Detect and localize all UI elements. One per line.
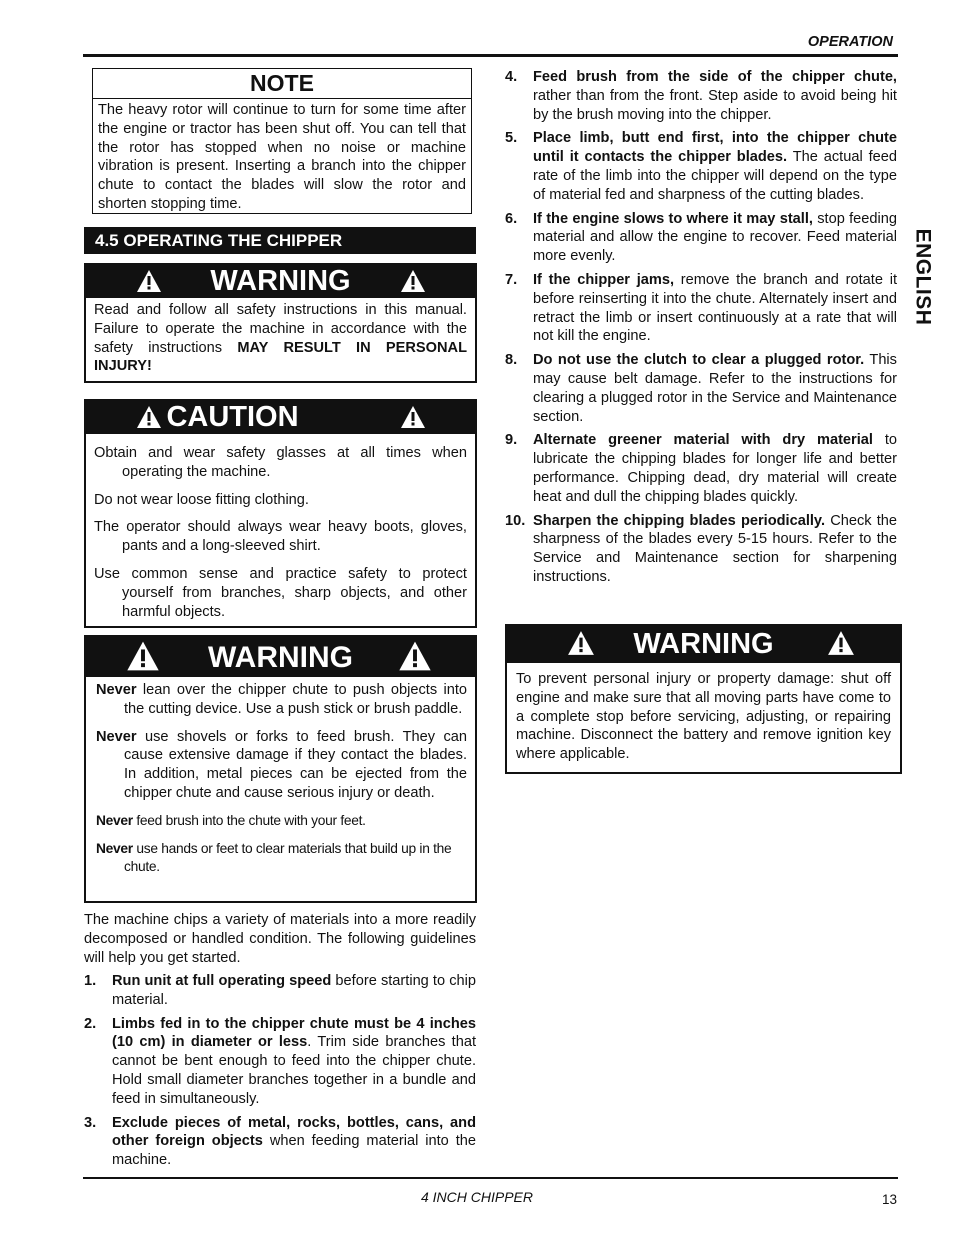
footer-rule (83, 1177, 898, 1179)
section-title: 4.5 OPERATING THE CHIPPER (84, 227, 476, 254)
list-item (505, 68, 897, 124)
warning-text-bold: MAY RESULT IN PERSONAL INJURY! (94, 339, 467, 375)
list-item-text: when feeding material into the machine. (112, 1133, 477, 1169)
list-item (505, 431, 897, 506)
warning-triangle-icon (398, 640, 432, 672)
list-number: 8. (505, 352, 518, 369)
warning-triangle-icon (400, 269, 426, 293)
page-number: 13 (881, 1192, 897, 1207)
list-item-bold: Do not use the clutch to clear a plugged rotor. (533, 352, 865, 369)
warning-box-3 (505, 624, 902, 774)
list-item-bold: Limbs fed in to the chipper chute must be 4 inches (10 cm) in diameter or less (112, 1015, 476, 1051)
list-item (505, 512, 897, 587)
list-item-bold: Sharpen the chipping blades periodically. (533, 512, 826, 529)
note-heading: NOTE (93, 69, 471, 99)
language-tab (897, 222, 947, 332)
list-number: 7. (505, 271, 518, 288)
warning-item-lead: Never (96, 812, 133, 828)
list-item-text: remove the branch and rotate it before reinserting it into the chute. Alternately insert and retract the limb or insert continuously at a rate that will not kill the engine. (533, 271, 897, 345)
warning-item (96, 812, 467, 831)
warning-header (86, 265, 475, 298)
caution-item: Use common sense and practice safety to protect yourself from branches, sharp objects, and other harmful objects. (94, 565, 467, 620)
warning-label: WARNING (633, 628, 774, 660)
warning-text: To prevent personal injury or property damage: shut off engine and make sure that all moving parts have come to a complete stop before servicing, adjusting, or repairing machine. Disconnect the battery and remove ignition key where applicable. (516, 671, 891, 763)
warning-label: WARNING (210, 265, 351, 297)
note-box (92, 68, 472, 214)
list-number: 10. (505, 512, 526, 529)
caution-item: Obtain and wear safety glasses at all times when operating the machine. (94, 445, 467, 480)
list-item-bold: If the chipper jams, (533, 271, 675, 288)
list-item-bold: Feed brush from the side of the chipper chute, (533, 69, 897, 85)
caution-label: CAUTION (166, 401, 299, 433)
warning-label: WARNING (208, 641, 353, 674)
caution-item: Do not wear loose fitting clothing. (94, 491, 309, 508)
list-item-bold: Alternate greener material with dry material (533, 432, 873, 449)
warning-text (86, 298, 475, 376)
list-number: 1. (84, 973, 97, 989)
list-item-bold: Exclude pieces of metal, rocks, bottles, cans, and other foreign objects (112, 1114, 476, 1150)
list-number: 2. (84, 1015, 97, 1032)
footer-title: 4 INCH CHIPPER (420, 1189, 534, 1205)
warning-body (86, 677, 475, 877)
list-item (505, 351, 897, 426)
list-item-text: This may cause belt damage. Refer to the instructions for clearing a plugged rotor in the Service and Maintenance section. (533, 352, 897, 425)
caution-body (86, 434, 475, 621)
warning-item-text: feed brush into the chute with your feet. (132, 812, 366, 828)
warning-item (96, 728, 467, 803)
warning-item-lead: Never (96, 840, 133, 856)
list-item-bold: Place limb, butt end first, into the chipper chute until it contacts the chipper blades. (533, 130, 897, 166)
list-item (84, 972, 476, 1010)
warning-item-text: use hands or feet to clear materials that build up in the chute. (124, 840, 452, 875)
guideline-list-continued (505, 68, 897, 592)
warning-header (507, 626, 900, 663)
warning-box-1 (84, 263, 477, 383)
caution-item: The operator should always wear heavy boots, gloves, pants and a long-sleeved shirt. (94, 519, 467, 555)
warning-header (86, 637, 475, 677)
warning-item-lead: Never (96, 728, 137, 745)
list-number: 6. (505, 210, 518, 227)
list-item (84, 1114, 476, 1170)
list-item-text: before starting to chip material. (112, 973, 477, 1008)
list-item-text: . Trim side branches that cannot be bent enough to feed into the chipper chute. Hold small diameter branches together in a bundle and feed in simultaneously. (112, 1034, 476, 1107)
intro-paragraph: The machine chips a variety of materials into a more readily decomposed or handled condition. The following guidelines will help you get started. (84, 912, 476, 966)
warning-item-text: use shovels or forks to feed brush. They can cause extensive damage if they contact the blades. In addition, metal pieces can be ejected from the chipper chute and cause serious injury or death. (124, 728, 467, 801)
list-item (505, 271, 897, 346)
list-item (505, 129, 897, 204)
warning-box-2 (84, 635, 477, 903)
list-number: 9. (505, 432, 518, 449)
warning-item (96, 681, 467, 719)
list-item-text: The actual feed rate of the limb into the chipper will depend on the type of material fed and sharpness of the cutting blades. (533, 149, 897, 203)
list-number: 5. (505, 130, 518, 147)
list-number: 3. (84, 1114, 97, 1131)
list-item-bold: Run unit at full operating speed (112, 973, 332, 989)
note-text: The heavy rotor will continue to turn for some time after the engine or tractor has been shut off. You can tell that the rotor has stopped when no noise or machine vibration is present. Inserting a branch into the chipper chute to contact the blades will slow the rotor and shorten stopping time. (98, 102, 466, 212)
running-header: OPERATION (807, 34, 893, 50)
list-item (505, 210, 897, 266)
warning-triangle-icon (827, 630, 855, 656)
language-tab-label: ENGLISH (911, 228, 935, 326)
list-item-text: to lubricate the chipping blades for longer life and better performance. Chipping dead, dry material will create heat and dull the chipping blades quickly. (533, 432, 897, 505)
list-item-bold: If the engine slows to where it may stall, (533, 210, 813, 227)
header-rule (83, 54, 898, 57)
warning-item-lead: Never (96, 682, 137, 698)
guideline-list (84, 972, 476, 1175)
caution-box (84, 399, 477, 628)
warning-item-text: lean over the chipper chute to push objects into the cutting device. Use a push stick or brush paddle. (124, 682, 467, 717)
warning-item (96, 840, 467, 878)
warning-text-plain: Read and follow all safety instructions in this manual. Failure to operate the machine in accordance with the safety instructions (94, 302, 467, 356)
list-item (84, 1015, 476, 1109)
list-item-text: stop feeding material and allow the engine to recover. Feed material more evenly. (533, 210, 897, 265)
list-item-text: Check the sharpness of the blades every 5-15 hours. Refer to the Service and Maintenance section for sharpening instructions. (533, 512, 898, 585)
caution-header (86, 401, 475, 434)
warning-triangle-icon (400, 405, 426, 429)
list-number: 4. (505, 69, 518, 85)
list-item-text: rather than from the front. Step aside to avoid being hit by the brush moving into the chipper. (533, 87, 897, 123)
